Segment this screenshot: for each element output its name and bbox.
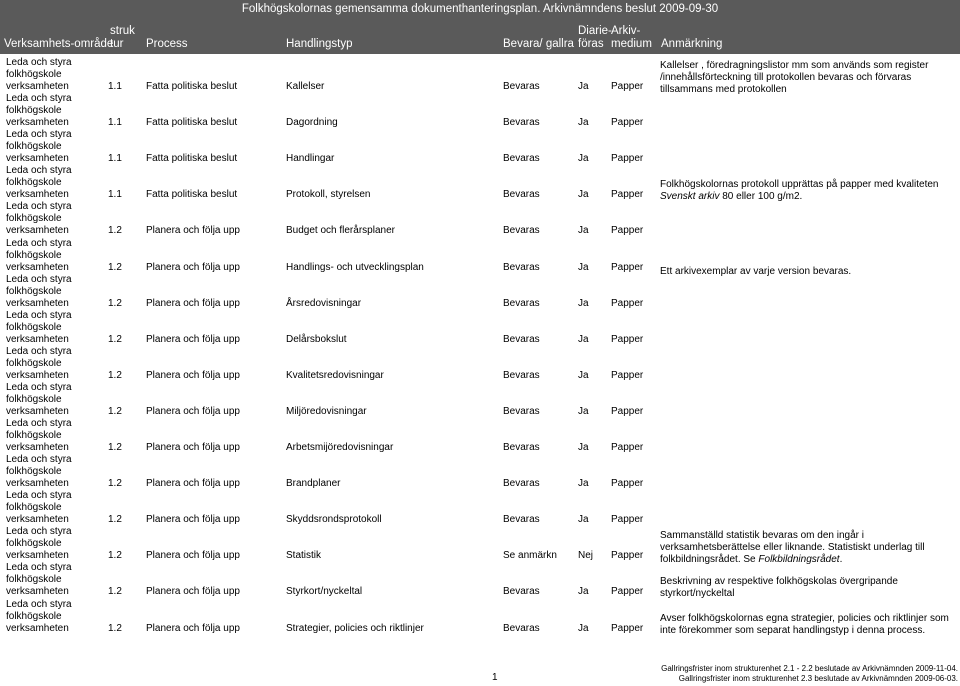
- medium-cell: Papper: [611, 369, 644, 381]
- diarie-cell: Ja: [578, 189, 589, 201]
- table-row: [0, 129, 960, 165]
- process-cell: Planera och följa upp: [146, 297, 240, 309]
- note-handlingsplan: Ett arkivexemplar av varje version bevaras.: [660, 266, 852, 277]
- medium-cell: Papper: [611, 261, 644, 273]
- process-cell: Planera och följa upp: [146, 478, 240, 490]
- footer: Gallringsfrister inom strukturenhet 2.1 - 2.2 beslutade av Arkivnämnden 2009-11-04. Gallringsfrister inom strukturenhet 2.3 beslutade av Arkivnämnden 2009-06-03.: [661, 664, 958, 683]
- org-line: folkhögskole: [6, 610, 62, 622]
- medium-cell: Papper: [611, 586, 644, 598]
- bevara-cell: Bevaras: [503, 478, 540, 490]
- diarie-cell: Ja: [578, 225, 589, 237]
- org-cell: [6, 599, 72, 635]
- org-cell: [6, 526, 72, 562]
- process-cell: Fatta politiska beslut: [146, 117, 238, 129]
- medium-cell: Papper: [611, 478, 644, 490]
- handlingstyp-cell: Statistik: [286, 550, 322, 562]
- struktur-cell: 1.2: [108, 261, 122, 273]
- org-line: Leda och styra: [6, 490, 72, 502]
- struktur-cell: 1.2: [108, 405, 122, 417]
- process-cell: Planera och följa upp: [146, 261, 240, 273]
- process-cell: Planera och följa upp: [146, 550, 240, 562]
- org-line: Leda och styra: [6, 598, 72, 610]
- table-row: [0, 201, 960, 237]
- diarie-cell: Ja: [578, 586, 589, 598]
- table-row: [0, 274, 960, 310]
- org-cell: [6, 454, 72, 490]
- handlingstyp-cell: Brandplaner: [286, 478, 341, 490]
- org-line: Leda och styra: [6, 237, 72, 249]
- medium-cell: Papper: [611, 81, 644, 92]
- org-cell: [6, 310, 72, 346]
- struktur-cell: 1.2: [108, 297, 122, 309]
- bevara-cell: Bevaras: [503, 117, 540, 129]
- handlingstyp-cell: Dagordning: [286, 117, 338, 129]
- org-line: folkhögskole: [6, 502, 62, 514]
- note-styrkort: Beskrivning av respektive folkhögskolas övergripande styrkort/nyckeltal: [660, 576, 898, 599]
- org-line: folkhögskole: [6, 69, 62, 80]
- table-row: [0, 382, 960, 418]
- table-row: [0, 490, 960, 526]
- header-process: Process: [146, 38, 188, 50]
- diarie-cell: Ja: [578, 514, 589, 526]
- page-number: 1: [492, 672, 498, 683]
- org-line: verksamheten: [6, 586, 69, 598]
- org-line: Leda och styra: [6, 129, 72, 141]
- org-line: Leda och styra: [6, 345, 72, 357]
- table-row: [0, 454, 960, 490]
- handlingstyp-cell: Budget och flerårsplaner: [286, 225, 395, 237]
- bevara-cell: Se anmärkn: [503, 550, 557, 562]
- org-line: folkhögskole: [6, 285, 62, 297]
- header-diarie: Diarie- föras: [578, 25, 612, 50]
- handlingstyp-cell: Kallelser: [286, 81, 325, 92]
- struktur-cell: 1.1: [108, 81, 122, 92]
- diarie-cell: Ja: [578, 333, 589, 345]
- diarie-cell: Ja: [578, 81, 589, 92]
- struktur-cell: 1.1: [108, 117, 122, 129]
- header-struktur: struk tur: [110, 25, 135, 50]
- org-line: Leda och styra: [6, 454, 72, 466]
- medium-cell: Papper: [611, 117, 644, 129]
- org-line: verksamheten: [6, 81, 69, 92]
- note-kallelser: Kallelser , föredragningslistor mm som används som register /innehållsförteckning till protokollen bevaras och förvaras tillsammans med protokollen: [660, 60, 929, 95]
- bevara-cell: Bevaras: [503, 261, 540, 273]
- struktur-cell: 1.1: [108, 189, 122, 201]
- struktur-cell: 1.2: [108, 622, 122, 634]
- header-bevara: Bevara/ gallra: [503, 38, 574, 50]
- header-anmarkning: Anmärkning: [661, 38, 723, 50]
- process-cell: Planera och följa upp: [146, 225, 240, 237]
- medium-cell: Papper: [611, 153, 644, 165]
- struktur-cell: 1.2: [108, 442, 122, 453]
- medium-cell: Papper: [611, 405, 644, 417]
- org-line: Leda och styra: [6, 273, 72, 285]
- org-cell: [6, 562, 72, 598]
- bevara-cell: Bevaras: [503, 189, 540, 201]
- header-handlingstyp: Handlingstyp: [286, 38, 353, 50]
- struktur-cell: 1.2: [108, 514, 122, 526]
- process-cell: Planera och följa upp: [146, 586, 240, 598]
- medium-cell: Papper: [611, 514, 644, 526]
- document-title: Folkhögskolornas gemensamma dokumenthanteringsplan. Arkivnämndens beslut 2009-09-30: [0, 0, 960, 18]
- org-cell: [6, 57, 72, 93]
- bevara-cell: Bevaras: [503, 153, 540, 165]
- table-row: [0, 93, 960, 129]
- org-line: folkhögskole: [6, 430, 62, 441]
- org-cell: [6, 490, 72, 526]
- process-cell: Fatta politiska beslut: [146, 81, 238, 92]
- org-line: folkhögskole: [6, 574, 62, 586]
- medium-cell: Papper: [611, 550, 644, 562]
- diarie-cell: Ja: [578, 405, 589, 417]
- diarie-cell: Ja: [578, 369, 589, 381]
- handlingstyp-cell: Strategier, policies och riktlinjer: [286, 622, 424, 634]
- medium-cell: Papper: [611, 333, 644, 345]
- handlingstyp-cell: Miljöredovisningar: [286, 405, 367, 417]
- process-cell: Planera och följa upp: [146, 333, 240, 345]
- org-cell: [6, 129, 72, 165]
- org-line: verksamheten: [6, 442, 69, 453]
- org-line: verksamheten: [6, 405, 69, 417]
- org-cell: [6, 382, 72, 418]
- org-line: verksamheten: [6, 622, 69, 634]
- diarie-cell: Ja: [578, 153, 589, 165]
- bevara-cell: Bevaras: [503, 81, 540, 92]
- table-row: [0, 310, 960, 346]
- org-line: folkhögskole: [6, 466, 62, 478]
- org-line: Leda och styra: [6, 165, 72, 177]
- process-cell: Fatta politiska beslut: [146, 189, 238, 201]
- process-cell: Planera och följa upp: [146, 514, 240, 526]
- bevara-cell: Bevaras: [503, 586, 540, 598]
- org-line: verksamheten: [6, 478, 69, 490]
- struktur-cell: 1.1: [108, 153, 122, 165]
- handlingstyp-cell: Årsredovisningar: [286, 297, 362, 309]
- diarie-cell: Ja: [578, 442, 589, 453]
- process-cell: Planera och följa upp: [146, 442, 240, 453]
- handlingstyp-cell: Handlings- och utvecklingsplan: [286, 261, 424, 273]
- org-line: Leda och styra: [6, 562, 72, 574]
- org-line: folkhögskole: [6, 538, 62, 550]
- org-line: Leda och styra: [6, 526, 72, 538]
- org-line: folkhögskole: [6, 393, 62, 405]
- handlingstyp-cell: Styrkort/nyckeltal: [286, 586, 363, 598]
- org-cell: [6, 274, 72, 310]
- process-cell: Planera och följa upp: [146, 405, 240, 417]
- handlingstyp-cell: Skyddsrondsprotokoll: [286, 514, 382, 526]
- org-line: Leda och styra: [6, 201, 72, 213]
- handlingstyp-cell: Handlingar: [286, 153, 335, 165]
- org-line: folkhögskole: [6, 321, 62, 333]
- bevara-cell: Bevaras: [503, 442, 540, 453]
- org-line: verksamheten: [6, 550, 69, 562]
- struktur-cell: 1.2: [108, 225, 122, 237]
- org-line: Leda och styra: [6, 57, 72, 68]
- org-line: folkhögskole: [6, 357, 62, 369]
- bevara-cell: Bevaras: [503, 297, 540, 309]
- bevara-cell: Bevaras: [503, 333, 540, 345]
- table-row: [0, 418, 960, 454]
- struktur-cell: 1.2: [108, 333, 122, 345]
- org-cell: [6, 201, 72, 237]
- diarie-cell: Ja: [578, 478, 589, 490]
- org-line: Leda och styra: [6, 381, 72, 393]
- diarie-cell: Nej: [578, 550, 594, 562]
- medium-cell: Papper: [611, 225, 644, 237]
- diarie-cell: Ja: [578, 261, 589, 273]
- org-line: folkhögskole: [6, 105, 62, 117]
- org-line: verksamheten: [6, 225, 69, 237]
- medium-cell: Papper: [611, 189, 644, 201]
- org-cell: [6, 238, 72, 274]
- org-line: verksamheten: [6, 261, 69, 273]
- org-cell: [6, 165, 72, 201]
- org-line: verksamheten: [6, 153, 69, 165]
- org-line: Leda och styra: [6, 309, 72, 321]
- process-cell: Planera och följa upp: [146, 369, 240, 381]
- note-strategier: Avser folkhögskolornas egna strategier, policies och riktlinjer som inte förekommer som separat handlingstyp i denna process.: [660, 613, 949, 636]
- org-line: verksamheten: [6, 514, 69, 526]
- handlingstyp-cell: Protokoll, styrelsen: [286, 189, 371, 201]
- org-cell: [6, 346, 72, 382]
- table-header: [0, 18, 960, 54]
- struktur-cell: 1.2: [108, 550, 122, 562]
- medium-cell: Papper: [611, 442, 644, 453]
- struktur-cell: 1.2: [108, 369, 122, 381]
- header-arkivmedium: Arkiv- medium: [611, 25, 652, 50]
- org-line: folkhögskole: [6, 249, 62, 261]
- diarie-cell: Ja: [578, 622, 589, 634]
- process-cell: Fatta politiska beslut: [146, 153, 238, 165]
- org-line: verksamheten: [6, 117, 69, 129]
- bevara-cell: Bevaras: [503, 369, 540, 381]
- medium-cell: Papper: [611, 622, 644, 634]
- org-line: folkhögskole: [6, 177, 62, 189]
- note-protokoll: Folkhögskolornas protokoll upprättas på papper med kvaliteten Svenskt arkiv 80 eller 100 g/m2.: [660, 179, 939, 202]
- note-statistik: Sammanställd statistik bevaras om den ingår i verksamhetsberättelse eller liknande. Statistiskt underlag till folkbildningsrådet. Se Folkbildningsrådet.: [660, 530, 925, 565]
- handlingstyp-cell: Delårsbokslut: [286, 333, 347, 345]
- org-line: verksamheten: [6, 369, 69, 381]
- table-row: [0, 346, 960, 382]
- bevara-cell: Bevaras: [503, 514, 540, 526]
- diarie-cell: Ja: [578, 117, 589, 129]
- handlingstyp-cell: Arbetsmijöredovisningar: [286, 442, 394, 453]
- struktur-cell: 1.2: [108, 586, 122, 598]
- org-line: Leda och styra: [6, 418, 72, 429]
- org-line: folkhögskole: [6, 141, 62, 153]
- process-cell: Planera och följa upp: [146, 622, 240, 634]
- org-line: verksamheten: [6, 297, 69, 309]
- org-line: verksamheten: [6, 333, 69, 345]
- org-cell: [6, 93, 72, 129]
- org-line: folkhögskole: [6, 213, 62, 225]
- header-omrade: Verksamhets-område: [4, 38, 114, 50]
- org-line: verksamheten: [6, 189, 69, 201]
- bevara-cell: Bevaras: [503, 225, 540, 237]
- struktur-cell: 1.2: [108, 478, 122, 490]
- diarie-cell: Ja: [578, 297, 589, 309]
- handlingstyp-cell: Kvalitetsredovisningar: [286, 369, 384, 381]
- medium-cell: Papper: [611, 297, 644, 309]
- org-line: Leda och styra: [6, 93, 72, 105]
- bevara-cell: Bevaras: [503, 622, 540, 634]
- org-cell: [6, 418, 72, 454]
- bevara-cell: Bevaras: [503, 405, 540, 417]
